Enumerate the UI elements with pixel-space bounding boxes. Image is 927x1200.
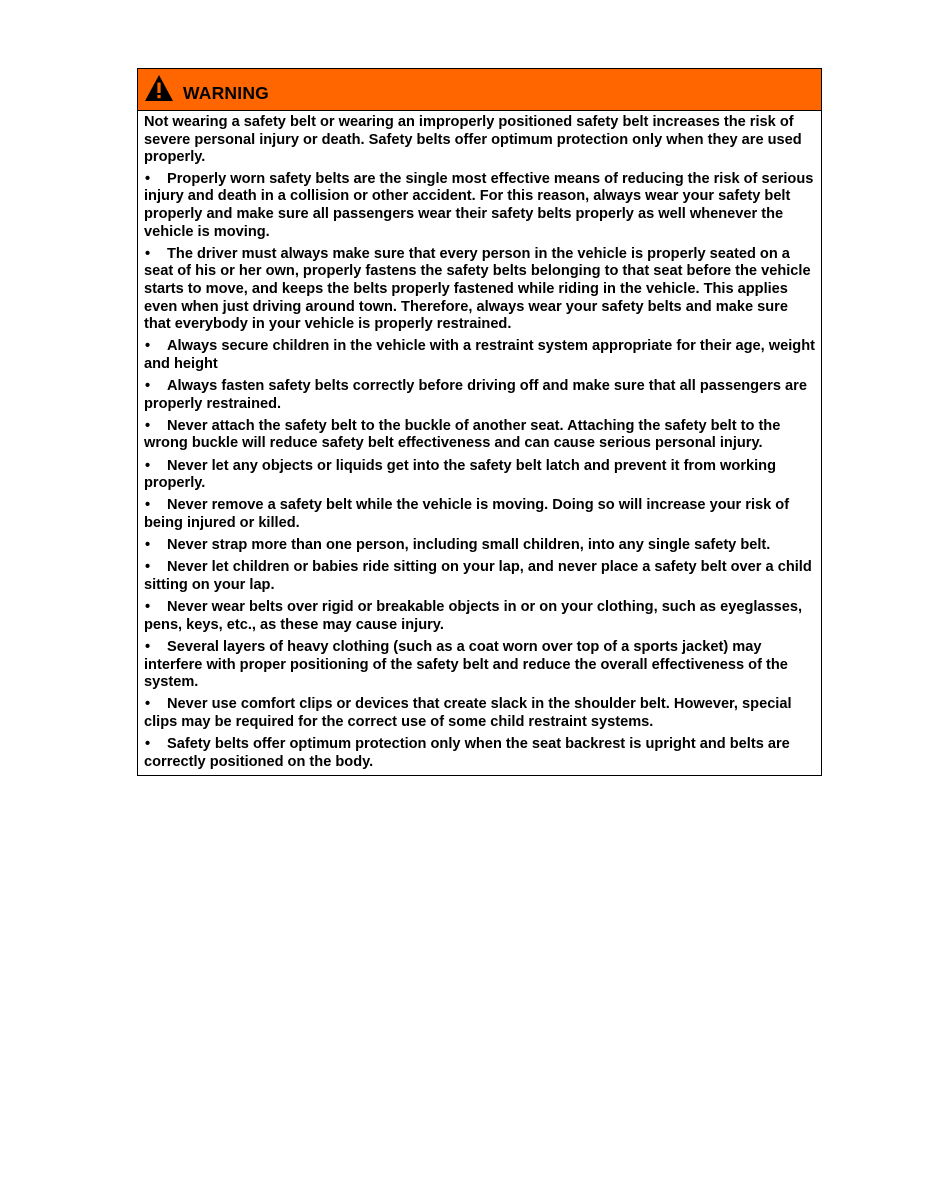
bullet-icon: •	[145, 696, 151, 713]
list-item	[144, 696, 815, 731]
warning-header	[138, 69, 821, 111]
list-item	[144, 338, 815, 373]
bullet-text: Never let any objects or liquids get into the safety belt latch and prevent it from working properly.	[144, 457, 776, 492]
bullet-icon: •	[145, 417, 151, 434]
list-item	[144, 378, 815, 413]
bullet-text: Several layers of heavy clothing (such as a coat worn over top of a sports jacket) may interfere with proper positioning of the safety belt and reduce the overall effectiveness of the system.	[144, 638, 788, 691]
bullet-icon: •	[145, 559, 151, 576]
list-item	[144, 537, 815, 555]
bullet-text: Properly worn safety belts are the single most effective means of reducing the risk of serious injury and death in a collision or other accident. For this reason, always wear your safety belt properly and make sure all passengers wear their safety belts properly as well whenever the vehicle is moving.	[144, 170, 814, 240]
bullet-icon: •	[145, 170, 151, 187]
bullet-text: The driver must always make sure that every person in the vehicle is properly seated on a seat of his or her own, properly fastens the safety belts belonging to that seat before the vehicle starts to move, and keeps the belts properly fastened while riding in the vehicle. This applies even when just driving around town. Therefore, always wear your safety belts and make sure that everybody in your vehicle is properly restrained.	[144, 245, 811, 333]
warning-intro: Not wearing a safety belt or wearing an improperly positioned safety belt increases the risk of severe personal injury or death. Safety belts offer optimum protection only when they are used properly.	[144, 114, 802, 166]
bullet-text: Never remove a safety belt while the vehicle is moving. Doing so will increase your risk of being injured or killed.	[144, 497, 790, 532]
list-item	[144, 639, 815, 692]
list-item	[144, 418, 815, 453]
list-item	[144, 559, 815, 594]
list-item	[144, 599, 815, 634]
bullet-text: Never strap more than one person, including small children, into any single safety belt.	[167, 537, 771, 554]
bullet-icon: •	[145, 497, 151, 514]
bullet-icon: •	[145, 338, 151, 355]
list-item	[144, 171, 815, 241]
bullet-icon: •	[145, 378, 151, 395]
warning-bullet-list	[144, 171, 815, 772]
bullet-icon: •	[145, 599, 151, 616]
bullet-icon: •	[145, 245, 151, 262]
bullet-icon: •	[145, 457, 151, 474]
warning-title: WARNING	[183, 83, 269, 103]
list-item	[144, 736, 815, 771]
bullet-text: Never use comfort clips or devices that create slack in the shoulder belt. However, special clips may be required for the correct use of some child restraint systems.	[144, 696, 792, 730]
warning-box	[137, 68, 822, 776]
bullet-text: Always fasten safety belts correctly before driving off and make sure that all passengers are properly restrained.	[144, 378, 807, 412]
warning-triangle-icon	[144, 74, 174, 102]
warning-body	[138, 111, 821, 775]
list-item	[144, 458, 815, 493]
bullet-icon: •	[145, 537, 151, 554]
bullet-icon: •	[145, 638, 151, 655]
list-item	[144, 497, 815, 532]
bullet-icon: •	[145, 736, 151, 753]
bullet-text: Never attach the safety belt to the buckle of another seat. Attaching the safety belt to the wrong buckle will reduce safety belt effectiveness and can cause serious personal injury.	[144, 417, 781, 452]
bullet-text: Never let children or babies ride sitting on your lap, and never place a safety belt over a child sitting on your lap.	[144, 559, 812, 593]
bullet-text: Never wear belts over rigid or breakable objects in or on your clothing, such as eyeglasses, pens, keys, etc., as these may cause injury.	[144, 599, 803, 633]
bullet-text: Safety belts offer optimum protection only when the seat backrest is upright and belts are correctly positioned on the body.	[144, 736, 790, 770]
list-item	[144, 246, 815, 334]
bullet-text: Always secure children in the vehicle with a restraint system appropriate for their age, weight and height	[144, 338, 815, 372]
